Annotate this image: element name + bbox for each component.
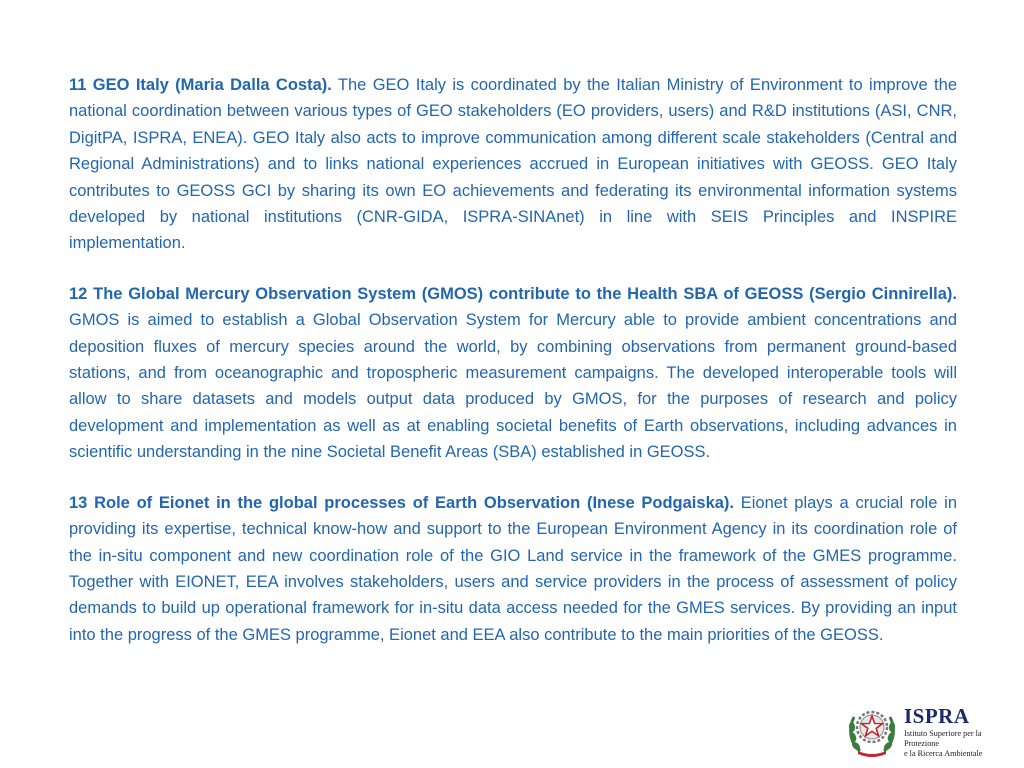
logo-text (904, 705, 1016, 759)
paragraph-heading: 13 Role of Eionet in the global processes of Earth Observation (Inese Podgaiska). (69, 493, 734, 512)
logo-subtitle-line-1: Istituto Superiore per la Protezione (904, 729, 982, 748)
paragraph-body: The GEO Italy is coordinated by the Italian Ministry of Environment to improve the national coordination between various types of GEO stakeholders (EO providers, users) and R&D institutions (ASI, CNR, DigitPA, ISPRA, ENEA). GEO Italy also acts to improve communication among different scale stakeholders (Central and Regional Administrations) and to links national experiences accrued in European initiatives with GEOSS. GEO Italy contributes to GEOSS GCI by sharing its own EO achievements and federating its environmental information systems developed by national institutions (CNR-GIDA, ISPRA-SINAnet) in line with SEIS Principles and INSPIRE implementation. (69, 76, 957, 253)
paragraph-gmos (69, 281, 957, 466)
paragraph-body: Eionet plays a crucial role in providing its expertise, technical know-how and support to the European Environment Agency in its coordination role of the in-situ component and new coordination role of the GIO Land service in the framework of the GMES programme. Together with EIONET, EEA involves stakeholders, users and service providers in the process of assessment of policy demands to build up operational framework for in-situ data access needed for the GMES services. By providing an input into the progress of the GMES programme, Eionet and EEA also contribute to the main priorities of the GEOSS. (69, 493, 957, 644)
paragraph-body: GMOS is aimed to establish a Global Observation System for Mercury able to provide ambient concentrations and deposition fluxes of mercury species around the world, by combining observations from permanent ground-based stations, and from oceanographic and tropospheric measurement campaigns. The developed interoperable tools will allow to share datasets and models output data produced by GMOS, for the purposes of research and policy development and implementation as well as at enabling societal benefits of Earth observations, including advances in scientific understanding in the nine Societal Benefit Areas (SBA) established in GEOSS. (69, 311, 957, 462)
paragraph-heading: 11 GEO Italy (Maria Dalla Costa). (69, 76, 332, 94)
slide-content (69, 72, 957, 672)
paragraph-geo-italy (69, 72, 957, 257)
ispra-logo (846, 701, 1016, 759)
logo-name: ISPRA (904, 704, 970, 728)
italian-republic-emblem-icon (846, 701, 898, 757)
logo-subtitle-line-2: e la Ricerca Ambientale (904, 749, 983, 758)
paragraph-eionet (69, 490, 957, 648)
paragraph-heading: 12 The Global Mercury Observation System (GMOS) contribute to the Health SBA of GEOSS (Sergio Cinnirella). (69, 284, 957, 303)
